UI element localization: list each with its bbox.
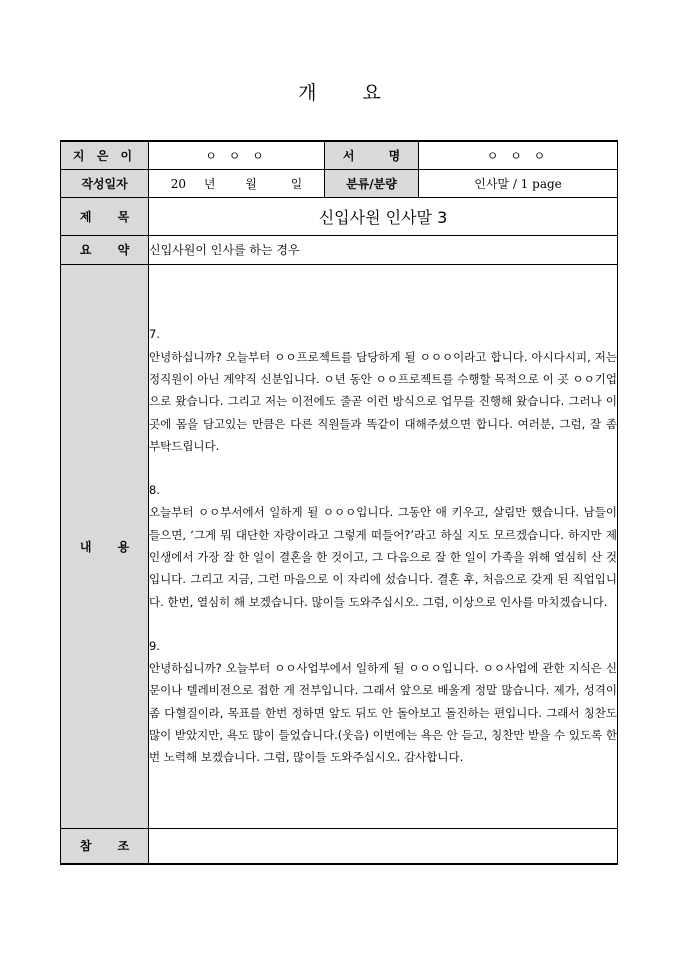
title-label: 제 목: [61, 197, 149, 235]
author-row: [61, 141, 618, 169]
paragraph: [149, 479, 617, 613]
paragraph-text: 안녕하십니까? 오늘부터 ㅇㅇ프로젝트를 담당하게 될 ㅇㅇㅇ이라고 합니다. 아시다시피, 저는 정직원이 아닌 계약직 신분입니다. ㅇ년 동안 ㅇㅇ프로젝트를 수행할 목적으로 이 곳 ㅇㅇ기업으로 왔습니다. 그리고 저는 이전에도 줄곧 이런 방식으로 업무를 진행해 왔습니다. 그러나 이 곳에 몸을 담고있는 만큼은 다른 직원들과 똑같이 대해주셨으면 합니다. 여러분, 그럼, 잘 좀 부탁드립니다.: [149, 349, 617, 453]
summary-label: 요 약: [61, 235, 149, 264]
page-title: 개 요: [298, 82, 382, 104]
date-label: 작성일자: [61, 169, 149, 197]
date-month: 월: [245, 176, 257, 191]
content-label: 내 용: [61, 264, 149, 828]
paragraph-text: 오늘부터 ㅇㅇ부서에서 일하게 될 ㅇㅇㅇ입니다. 그동안 애 키우고, 살림만 했습니다. 남들이 들으면, ‘그게 뭐 대단한 자랑이라고 그렇게 떠들어?’라고 하실 지도 모르겠습니다. 하지만 제 인생에서 가장 잘 한 일이 결혼을 한 것이고, 그 다음으로 잘 한 일이 가족을 위해 열심히 산 것입니다. 그리고 지금, 그런 마음으로 이 자리에 섰습니다. 결혼 후, 처음으로 갖게 된 직업입니다. 한번, 열심히 해 보겠습니다. 많이들 도와주십시오. 그럼, 이상으로 인사를 마치겠습니다.: [149, 505, 617, 609]
signature-value: ㅇ ㅇ ㅇ: [419, 141, 618, 169]
date-year: 20 년: [170, 176, 216, 191]
author-label: 지 은 이: [61, 141, 149, 169]
paragraph: [149, 323, 617, 457]
paragraph-text: 안녕하십니까? 오늘부터 ㅇㅇ사업부에서 일하게 될 ㅇㅇㅇ입니다. ㅇㅇ사업에 관한 지식은 신문이나 텔레비전으로 접한 게 전부입니다. 그래서 앞으로 배울게 정말 많습니다. 제가, 성격이 좀 다혈질이라, 목표를 한번 정하면 앞도 뒤도 안 돌아보고 돌진하는 편입니다. 그래서 칭찬도 많이 받았지만, 욕도 많이 들었습니다.(웃음) 이번에는 욕은 안 듣고, 칭찬만 받을 수 있도록 한번 노력해 보겠습니다. 그럼, 많이들 도와주십시오. 감사합니다.: [149, 661, 617, 765]
content-row: [61, 264, 618, 828]
author-value: ㅇ ㅇ ㅇ: [149, 141, 325, 169]
paragraph-number: 9.: [149, 638, 160, 653]
reference-row: [61, 828, 618, 864]
paragraph-number: 8.: [149, 483, 160, 498]
date-value: [149, 169, 325, 197]
signature-label: 서 명: [325, 141, 419, 169]
summary-value: 신입사원이 인사를 하는 경우: [149, 235, 618, 264]
paragraph: [149, 635, 617, 769]
date-day: 일: [290, 176, 303, 191]
content-body: [149, 264, 618, 828]
document-title: 신입사원 인사말 3: [149, 197, 618, 235]
category-label: 분류/분량: [325, 169, 419, 197]
paragraph-number: 7.: [149, 327, 160, 342]
reference-value: [149, 828, 618, 864]
category-value: 인사말 / 1 page: [419, 169, 618, 197]
reference-label: 참 조: [61, 828, 149, 864]
overview-form-table: [60, 140, 618, 865]
title-row: [61, 197, 618, 235]
summary-row: [61, 235, 618, 264]
date-row: [61, 169, 618, 197]
